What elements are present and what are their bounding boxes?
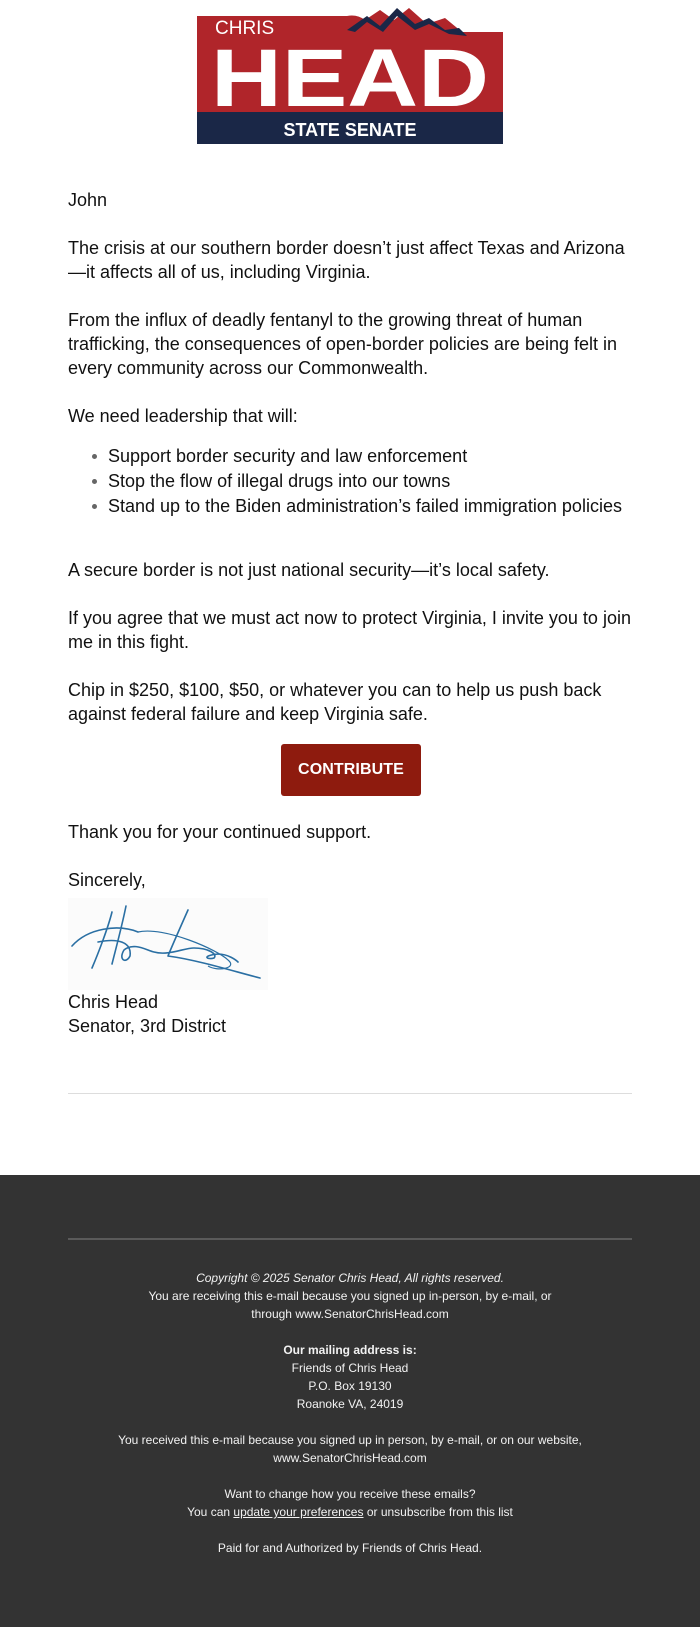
paragraph-leadership: We need leadership that will:	[68, 406, 298, 426]
list-item: Stand up to the Biden administration’s failed immigration policies	[108, 494, 634, 519]
received-notice-line2: www.SenatorChrisHead.com	[273, 1451, 427, 1465]
paragraph-secure-border: A secure border is not just national security—it’s local safety.	[68, 560, 550, 580]
footer-text	[68, 1269, 632, 1575]
unsubscribe-text[interactable]: or unsubscribe from this list	[366, 1505, 513, 1519]
change-question: Want to change how you receive these emails?	[224, 1487, 476, 1501]
mailing-heading: Our mailing address is:	[283, 1343, 417, 1357]
footer-divider	[68, 1238, 632, 1240]
paid-for-notice: Paid for and Authorized by Friends of Chris Head.	[217, 1541, 483, 1555]
address-line: Friends of Chris Head	[291, 1361, 409, 1375]
list-item: Stop the flow of illegal drugs into our towns	[108, 469, 634, 494]
copyright: Copyright © 2025 Senator Chris Head, All rights reserved.	[196, 1271, 504, 1285]
contribute-container	[68, 744, 634, 796]
signer-name: Chris Head	[68, 992, 159, 1012]
paragraph-thank-you: Thank you for your continued support.	[68, 822, 372, 842]
paragraph-chip-in: Chip in $250, $100, $50, or whatever you can to help us push back against federal failure and keep Virginia safe.	[68, 680, 602, 724]
logo-graphic	[197, 4, 503, 144]
signature-image	[68, 898, 268, 990]
signature-graphic	[68, 898, 268, 990]
preferences-line	[68, 1503, 632, 1521]
content-divider	[68, 1093, 632, 1094]
list-item: Support border security and law enforcement	[108, 444, 634, 469]
contribute-button[interactable]: CONTRIBUTE	[281, 744, 421, 796]
address-line: P.O. Box 19130	[308, 1379, 392, 1393]
greeting: John	[68, 190, 108, 210]
logo-office: STATE SENATE	[283, 120, 417, 140]
campaign-logo[interactable]	[197, 4, 503, 144]
update-preferences-link[interactable]: update your preferences	[233, 1505, 364, 1519]
you-can-text: You can	[187, 1505, 231, 1519]
paragraph-fentanyl: From the influx of deadly fentanyl to the growing threat of human trafficking, the consequences of open-border policies are being felt in every community across our Commonwealth.	[68, 310, 618, 378]
logo-first-name: CHRIS	[215, 18, 275, 39]
footer	[0, 1175, 700, 1627]
receiving-notice-line2: through www.SenatorChrisHead.com	[251, 1307, 449, 1321]
logo-last-name: HEAD	[211, 33, 489, 124]
closing: Sincerely,	[68, 870, 146, 890]
leadership-list	[108, 444, 634, 519]
address-line: Roanoke VA, 24019	[296, 1397, 404, 1411]
received-notice-line1: You received this e-mail because you signed up in person, by e-mail, or on our website,	[118, 1433, 582, 1447]
email-body	[68, 188, 634, 1038]
paragraph-join-fight: If you agree that we must act now to protect Virginia, I invite you to join me in this fight.	[68, 608, 631, 652]
signer-title: Senator, 3rd District	[68, 1016, 227, 1036]
paragraph-border-crisis: The crisis at our southern border doesn’t just affect Texas and Arizona—it affects all of us, including Virginia.	[68, 238, 625, 282]
receiving-notice-line1: You are receiving this e-mail because you signed up in-person, by e-mail, or	[148, 1289, 552, 1303]
